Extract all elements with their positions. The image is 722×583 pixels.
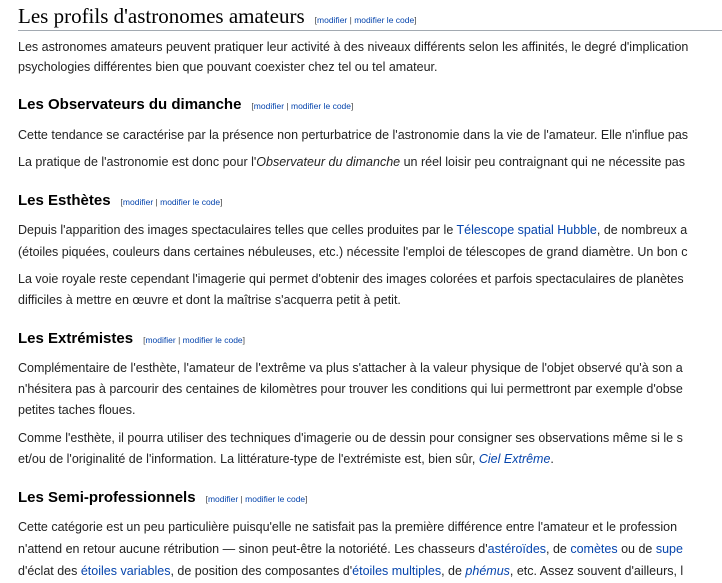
paragraph-line: n'hésitera pas à parcourir des centaines de kilomètres pour trouver les conditions qui lui permettront par exemple d'obse (18, 382, 683, 396)
edit-source-link[interactable]: modifier le code (182, 335, 243, 345)
edit-link[interactable]: modifier (207, 494, 239, 504)
section-heading-esthetes: Les Esthètes [modifier | modifier le code] (18, 192, 223, 209)
section-heading-extremistes: Les Extrémistes [modifier | modifier le code] (18, 330, 246, 347)
edit-links: [modifier | modifier le code] (251, 101, 354, 111)
section-heading-dimanche: Les Observateurs du dimanche [modifier | modifier le code] (18, 96, 354, 113)
paragraph-line: Complémentaire de l'esthète, l'amateur de l'extrême va plus s'attacher à la valeur physique de l'objet observé qu'à son a (18, 361, 683, 375)
ciel-extreme-link[interactable]: Ciel Extrême (478, 452, 551, 466)
intro-line-2: psychologies différentes bien que pouvant coexister chez tel ou tel amateur. (18, 60, 438, 74)
paragraph-line: (étoiles piquées, couleurs dans certaines nébuleuses, etc.) nécessite l'emploi de télescopes de grand diamètre. Un bon c (18, 245, 688, 259)
edit-source-link[interactable]: modifier le code (160, 197, 221, 207)
italic-term: Observateur du dimanche (256, 155, 401, 169)
edit-links: [modifier | modifier le code] (143, 335, 246, 345)
edit-links: [modifier | modifier le code] (314, 15, 417, 25)
hubble-link[interactable]: Télescope spatial Hubble (456, 223, 597, 237)
paragraph-line: et/ou de l'originalité de l'information. La littérature-type de l'extrémiste est, bien sûr, Ciel Extrême. (18, 452, 554, 466)
page-title (18, 4, 417, 32)
edit-link[interactable]: modifier (122, 197, 154, 207)
edit-link[interactable]: modifier (317, 15, 348, 25)
paragraph-line: d'éclat des étoiles variables, de position des composantes d'étoiles multiples, de phémus, etc. Assez souvent d'ailleurs, l (18, 564, 684, 578)
asteroides-link[interactable]: astéroïdes (487, 542, 547, 556)
edit-source-link[interactable]: modifier le code (291, 101, 352, 111)
edit-links: [modifier | modifier le code] (205, 494, 308, 504)
edit-source-link[interactable]: modifier le code (354, 15, 415, 25)
edit-source-link[interactable]: modifier le code (245, 494, 306, 504)
etoiles-variables-link[interactable]: étoiles variables (80, 564, 171, 578)
paragraph-line: Cette tendance se caractérise par la présence non perturbatrice de l'astronomie dans la vie de l'amateur. Elle n'influe pas (18, 128, 689, 142)
paragraph-line: n'attend en retour aucune rétribution — sinon peut-être la notoriété. Les chasseurs d'astéroïdes, de comètes ou de supe (18, 542, 683, 556)
edit-links: [modifier | modifier le code] (120, 197, 223, 207)
edit-link[interactable]: modifier (253, 101, 285, 111)
edit-link[interactable]: modifier (145, 335, 176, 345)
phemus-link[interactable]: phémus (465, 564, 510, 578)
intro-line-1: Les astronomes amateurs peuvent pratiquer leur activité à des niveaux différents selon les affinités, le degré d'implication (18, 40, 689, 54)
paragraph-line: La pratique de l'astronomie est donc pour l'Observateur du dimanche un réel loisir peu contraignant qui ne nécessite pas (18, 155, 686, 169)
section-heading-semipro: Les Semi-professionnels [modifier | modifier le code] (18, 489, 308, 506)
etoiles-multiples-link[interactable]: étoiles multiples (352, 564, 442, 578)
paragraph-line: Comme l'esthète, il pourra utiliser des techniques d'imagerie ou de dessin pour consigner ses observations même si le s (18, 431, 683, 445)
paragraph-line: difficiles à mettre en œuvre et dont la maîtrise s'acquerra petit à petit. (18, 293, 401, 307)
paragraph-line: La voie royale reste cependant l'imagerie qui permet d'obtenir des images colorées et parfois spectaculaires de planètes (18, 272, 684, 286)
paragraph-line: petites taches floues. (18, 403, 136, 417)
page-title-text: Les profils d'astronomes amateurs (18, 4, 305, 28)
cometes-link[interactable]: comètes (570, 542, 618, 556)
paragraph-line: Cette catégorie est un peu particulière puisqu'elle ne satisfait pas la première différence entre l'amateur et le profession (18, 520, 678, 534)
title-underline (18, 30, 722, 31)
supernovae-link[interactable]: supe (655, 542, 683, 556)
paragraph-line: Depuis l'apparition des images spectaculaires telles que celles produites par le Télescope spatial Hubble, de nombreux a (18, 223, 688, 237)
